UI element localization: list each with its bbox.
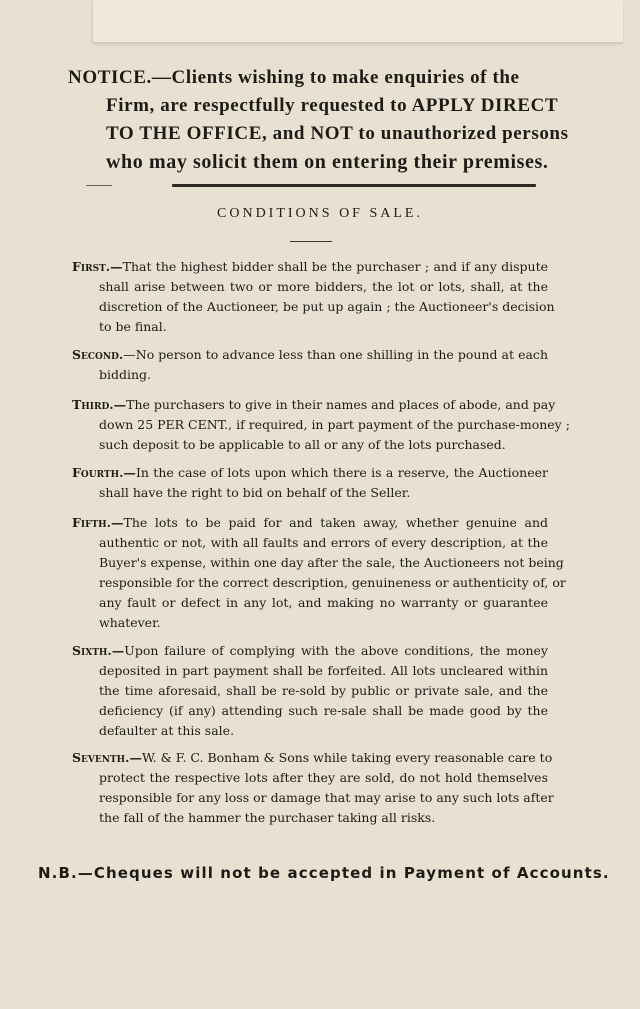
condition-line: authentic or not, with all faults and errors of every description, at the	[99, 535, 548, 550]
condition-lead: First.—	[72, 259, 123, 274]
condition-second	[72, 345, 548, 385]
condition-fifth	[72, 513, 566, 633]
condition-line: whatever.	[99, 615, 161, 630]
condition-line	[72, 513, 548, 533]
condition-text: W. & F. C. Bonham & Sons while taking every reasonable care to	[142, 750, 553, 765]
notice-block	[68, 64, 569, 176]
condition-line: such deposit to be applicable to all or any of the lots purchased.	[99, 437, 506, 452]
condition-line: the fall of the hammer the purchaser taking all risks.	[99, 810, 436, 825]
condition-sixth	[72, 641, 548, 741]
condition-text: The purchasers to give in their names and places of abode, and pay	[126, 397, 556, 412]
condition-lead: Third.—	[72, 397, 127, 412]
condition-first	[72, 257, 555, 337]
condition-line: shall have the right to bid on behalf of the Seller.	[99, 485, 411, 500]
condition-text: In the case of lots upon which there is a reserve, the Auctioneer	[135, 465, 548, 480]
condition-third	[72, 395, 570, 455]
condition-line: defaulter at this sale.	[99, 723, 235, 738]
condition-line: the time aforesaid, shall be re-sold by public or private sale, and the	[99, 683, 548, 698]
condition-seventh	[72, 748, 554, 828]
condition-line: any fault or defect in any lot, and making no warranty or guarantee	[99, 595, 548, 610]
condition-line: to be final.	[99, 319, 167, 334]
condition-line: bidding.	[99, 367, 152, 382]
notice-line-3: TO THE OFFICE, and NOT to unauthorized persons	[106, 123, 569, 144]
title-underline-rule	[290, 241, 332, 242]
condition-line	[72, 463, 548, 483]
notice-line-1: NOTICE.—Clients wishing to make enquiries of the	[68, 67, 520, 88]
condition-fourth	[72, 463, 548, 503]
notice-line-4: who may solicit them on entering their premises.	[106, 151, 549, 173]
heavy-divider-rule	[172, 184, 536, 187]
condition-line: down 25 PER CENT., if required, in part payment of the purchase-money ;	[99, 417, 570, 432]
condition-lead: Second.	[72, 347, 124, 362]
condition-lead: Fourth.—	[72, 465, 136, 480]
condition-text: —No person to advance less than one shilling in the pound at each	[123, 347, 548, 362]
condition-line	[72, 641, 548, 661]
condition-lead: Seventh.—	[72, 750, 143, 765]
conditions-title: CONDITIONS OF SALE.	[217, 206, 423, 221]
condition-line: deficiency (if any) attending such re-sale shall be made good by the	[99, 703, 548, 718]
condition-line: protect the respective lots after they are sold, do not hold themselves	[99, 770, 548, 785]
condition-line: discretion of the Auctioneer, be put up again ; the Auctioneer's decision	[99, 299, 555, 314]
condition-line: responsible for the correct description, genuineness or authenticity of, or	[99, 575, 566, 590]
condition-line: shall arise between two or more bidders, the lot or lots, shall, at the	[99, 279, 548, 294]
condition-text: The lots to be paid for and taken away, whether genuine and	[123, 515, 548, 530]
cheques-note: N.B.—Cheques will not be accepted in Payment of Accounts.	[38, 864, 610, 882]
condition-line	[72, 395, 556, 415]
condition-lead: Sixth.—	[72, 643, 125, 658]
condition-text: That the highest bidder shall be the purchaser ; and if any dispute	[122, 259, 548, 274]
condition-line	[72, 257, 548, 277]
condition-text: Upon failure of complying with the above conditions, the money	[124, 643, 548, 658]
short-dash-rule	[86, 185, 112, 186]
condition-line: responsible for any loss or damage that may arise to any such lots after	[99, 790, 554, 805]
attached-paper-slip	[92, 0, 623, 43]
notice-line-2: Firm, are respectfully requested to APPLY DIRECT	[106, 95, 559, 116]
condition-line	[72, 748, 553, 768]
condition-lead: Fifth.—	[72, 515, 124, 530]
condition-line: Buyer's expense, within one day after the sale, the Auctioneers not being	[99, 555, 564, 570]
condition-line	[72, 345, 548, 365]
condition-line: deposited in part payment shall be forfeited. All lots uncleared within	[99, 663, 548, 678]
